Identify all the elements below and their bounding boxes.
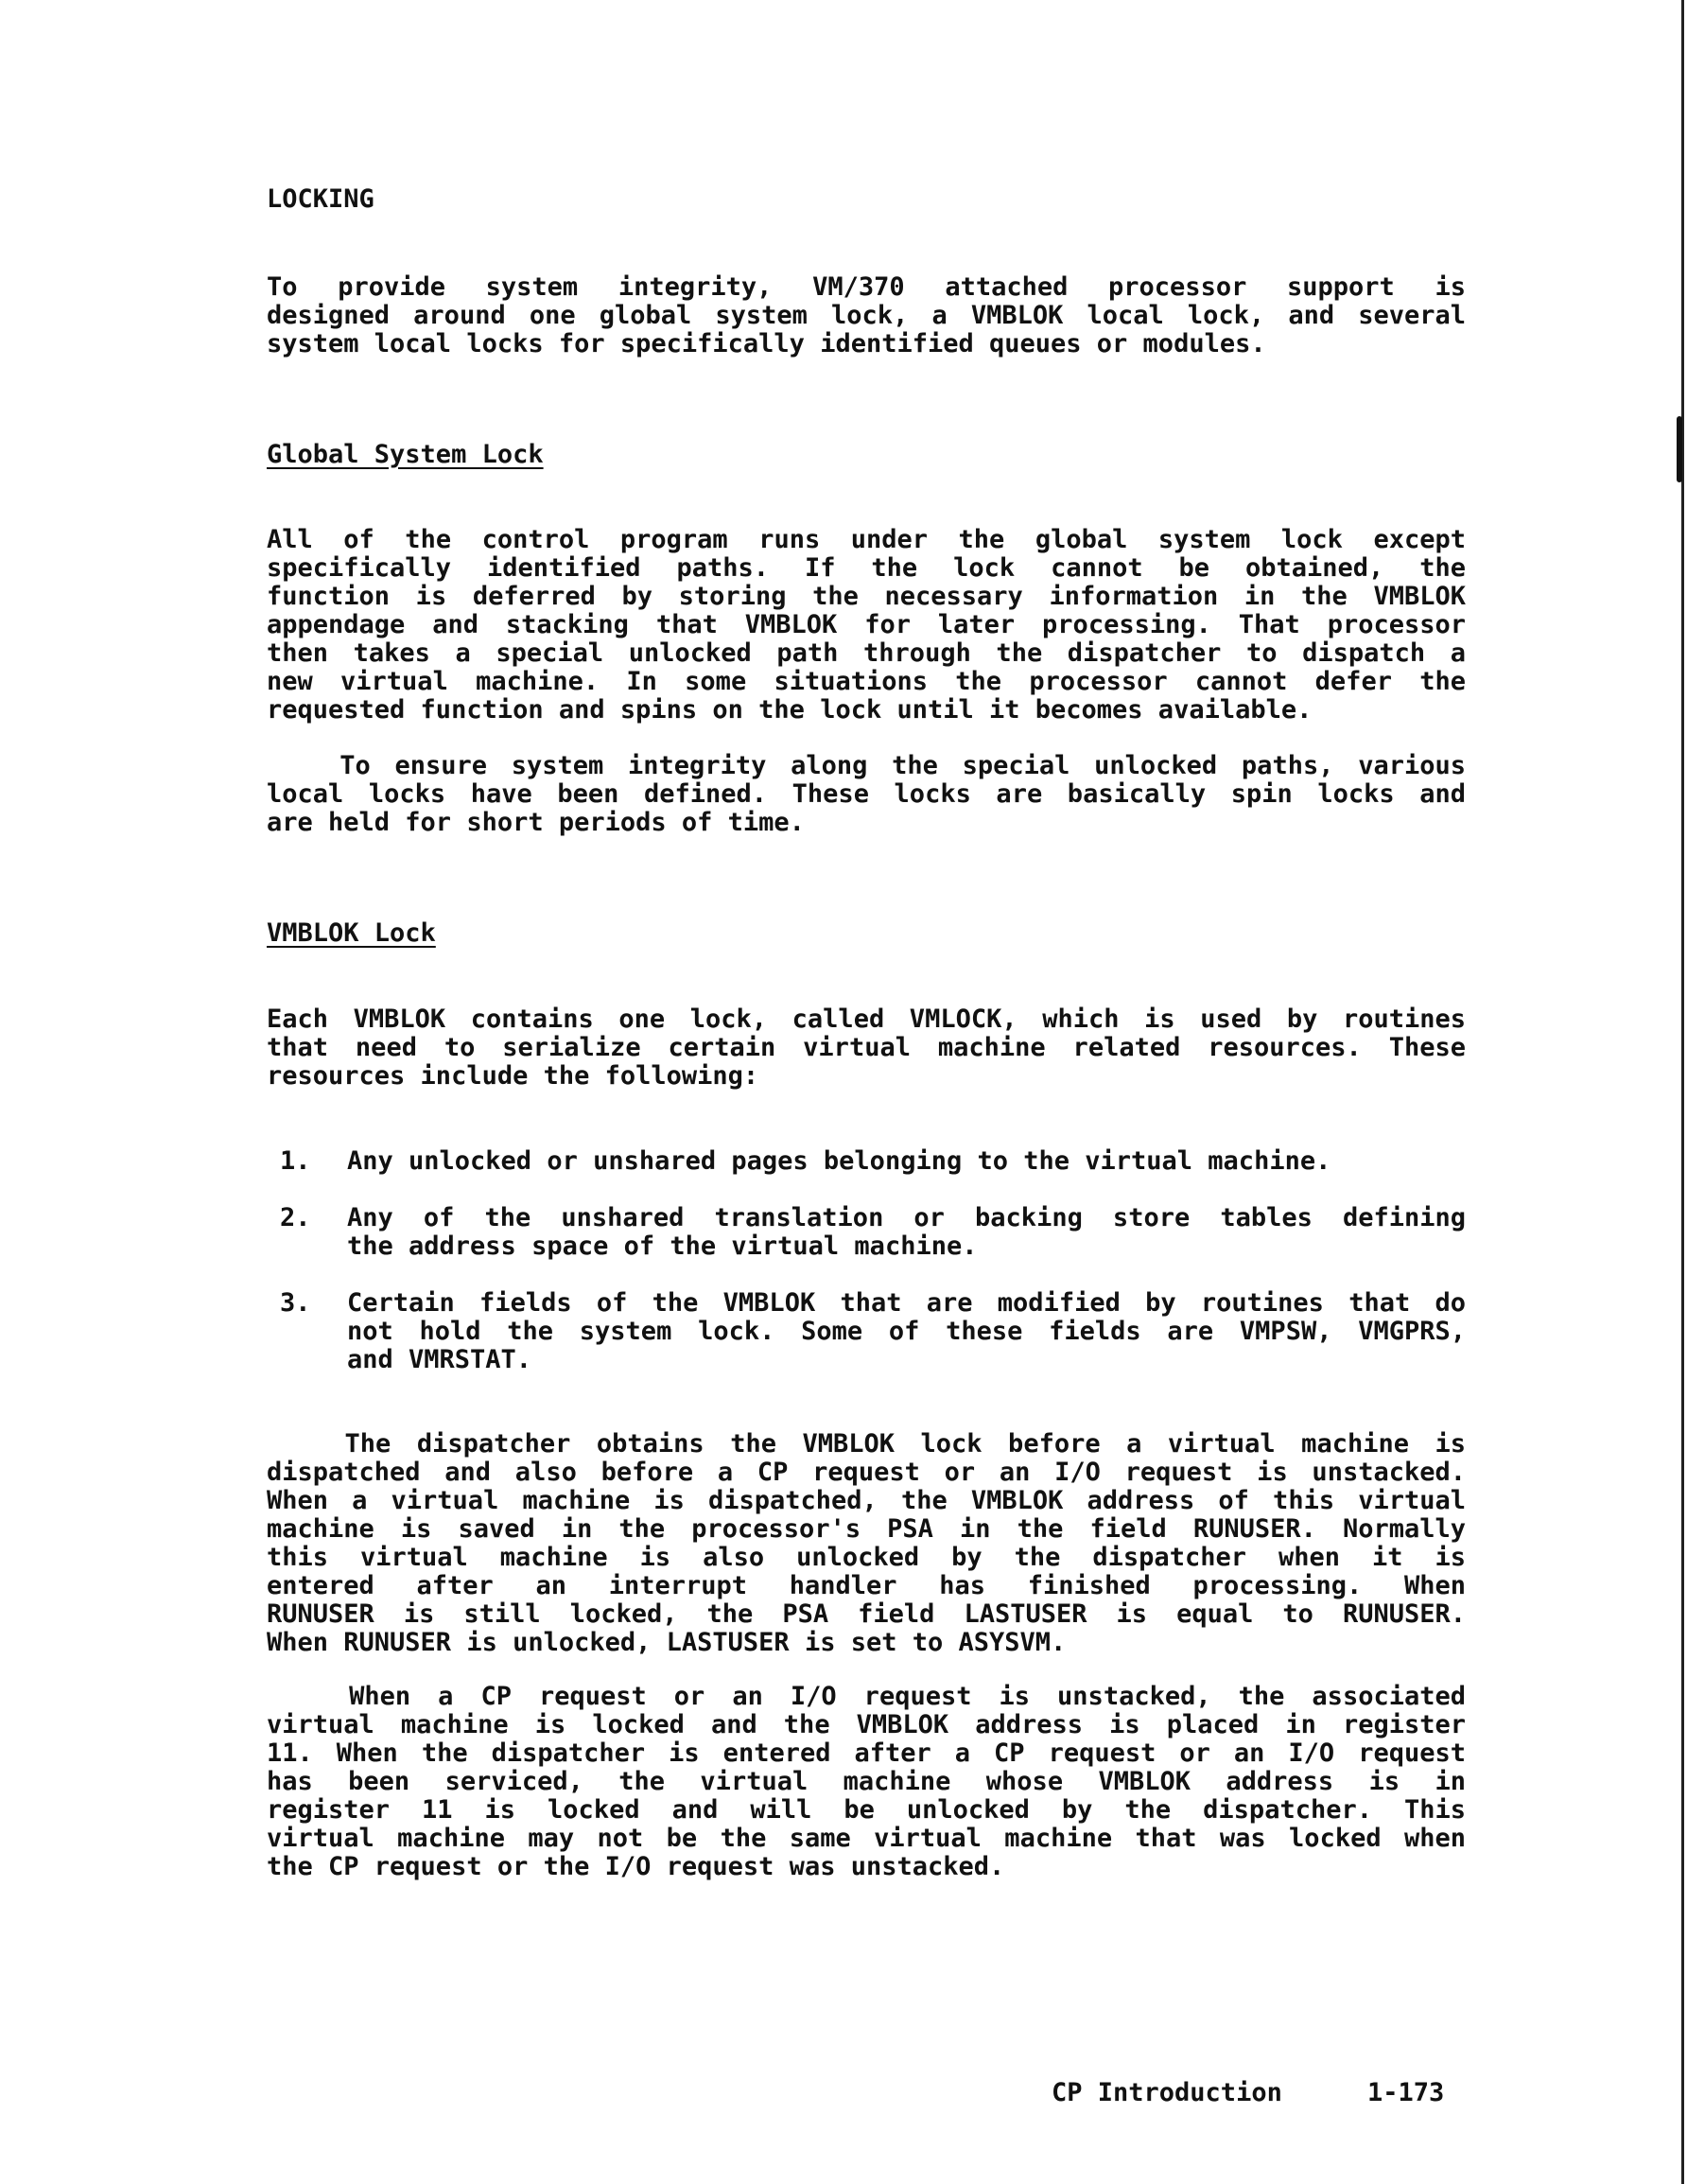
- text-line: local locks have been defined. These locks are basically spin locks and: [267, 779, 1466, 809]
- global-paragraph-2: [267, 752, 1466, 837]
- text-line: function is deferred by storing the necessary information in the VMBLOK: [267, 582, 1466, 611]
- text-line: specifically identified paths. If the lock cannot be obtained, the: [267, 553, 1466, 583]
- list-item-number: 1.: [280, 1146, 311, 1176]
- text-line: When a virtual machine is dispatched, the VMBLOK address of this virtual: [267, 1486, 1466, 1515]
- dispatcher-paragraph: [267, 1430, 1466, 1657]
- text-line: requested function and spins on the lock until it becomes available.: [267, 695, 1313, 725]
- text-line: has been serviced, the virtual machine whose VMBLOK address is in: [267, 1767, 1466, 1796]
- list-item-number: 3.: [280, 1288, 311, 1318]
- text-line: Any of the unshared translation or backing store tables defining: [347, 1203, 1466, 1232]
- footer-section-title: CP Introduction: [1052, 2078, 1282, 2107]
- text-line: When a CP request or an I/O request is unstacked, the associated: [267, 1682, 1466, 1711]
- text-line: virtual machine is locked and the VMBLOK address is placed in register: [267, 1710, 1466, 1739]
- global-paragraph-1: [267, 526, 1466, 725]
- intro-paragraph: [267, 273, 1466, 358]
- global-system-lock-heading: Global System Lock: [267, 440, 544, 469]
- text-line: this virtual machine is also unlocked by the dispatcher when it is: [267, 1543, 1466, 1572]
- text-line: 11. When the dispatcher is entered after a CP request or an I/O request: [267, 1738, 1466, 1768]
- text-line: To provide system integrity, VM/370 attached processor support is: [267, 272, 1466, 302]
- text-line: Any unlocked or unshared pages belonging to the virtual machine.: [347, 1146, 1331, 1176]
- text-line: new virtual machine. In some situations the processor cannot defer the: [267, 667, 1466, 696]
- text-line: are held for short periods of time.: [267, 808, 805, 837]
- text-line: machine is saved in the processor's PSA in the field RUNUSER. Normally: [267, 1514, 1466, 1544]
- text-line: register 11 is locked and will be unlocked by the dispatcher. This: [267, 1795, 1466, 1825]
- list-item-number: 2.: [280, 1203, 311, 1232]
- text-line: that need to serialize certain virtual machine related resources. These: [267, 1033, 1466, 1062]
- text-line: appendage and stacking that VMBLOK for later processing. That processor: [267, 610, 1466, 639]
- vmblok-paragraph: [267, 1005, 1466, 1091]
- vmblok-lock-heading: VMBLOK Lock: [267, 918, 436, 948]
- text-line: RUNUSER is still locked, the PSA field LASTUSER is equal to RUNUSER.: [267, 1599, 1466, 1629]
- locking-heading: LOCKING: [267, 184, 374, 214]
- text-line: The dispatcher obtains the VMBLOK lock before a virtual machine is: [267, 1429, 1466, 1459]
- text-line: All of the control program runs under the global system lock except: [267, 525, 1466, 554]
- text-line: not hold the system lock. Some of these fields are VMPSW, VMGPRS,: [347, 1317, 1466, 1346]
- text-line: Certain fields of the VMBLOK that are modified by routines that do: [347, 1288, 1466, 1318]
- text-line: To ensure system integrity along the special unlocked paths, various: [267, 751, 1466, 780]
- text-line: When RUNUSER is unlocked, LASTUSER is set to ASYSVM.: [267, 1628, 1067, 1657]
- text-line: resources include the following:: [267, 1061, 759, 1091]
- text-line: the CP request or the I/O request was unstacked.: [267, 1852, 1005, 1881]
- text-line: the address space of the virtual machine.: [347, 1232, 978, 1261]
- text-line: designed around one global system lock, a VMBLOK local lock, and several: [267, 301, 1466, 330]
- page-edge-rule: [1681, 0, 1684, 2184]
- cp-request-paragraph: [267, 1683, 1466, 1881]
- text-line: entered after an interrupt handler has finished processing. When: [267, 1571, 1466, 1600]
- page-edge-mark: [1677, 416, 1682, 482]
- footer-page-number: 1-173: [1367, 2078, 1445, 2107]
- text-line: virtual machine may not be the same virtual machine that was locked when: [267, 1824, 1466, 1853]
- text-line: Each VMBLOK contains one lock, called VMLOCK, which is used by routines: [267, 1005, 1466, 1034]
- text-line: system local locks for specifically identified queues or modules.: [267, 329, 1266, 358]
- text-line: then takes a special unlocked path through the dispatcher to dispatch a: [267, 638, 1466, 668]
- text-line: dispatched and also before a CP request or an I/O request is unstacked.: [267, 1458, 1466, 1487]
- text-line: and VMRSTAT.: [347, 1345, 532, 1374]
